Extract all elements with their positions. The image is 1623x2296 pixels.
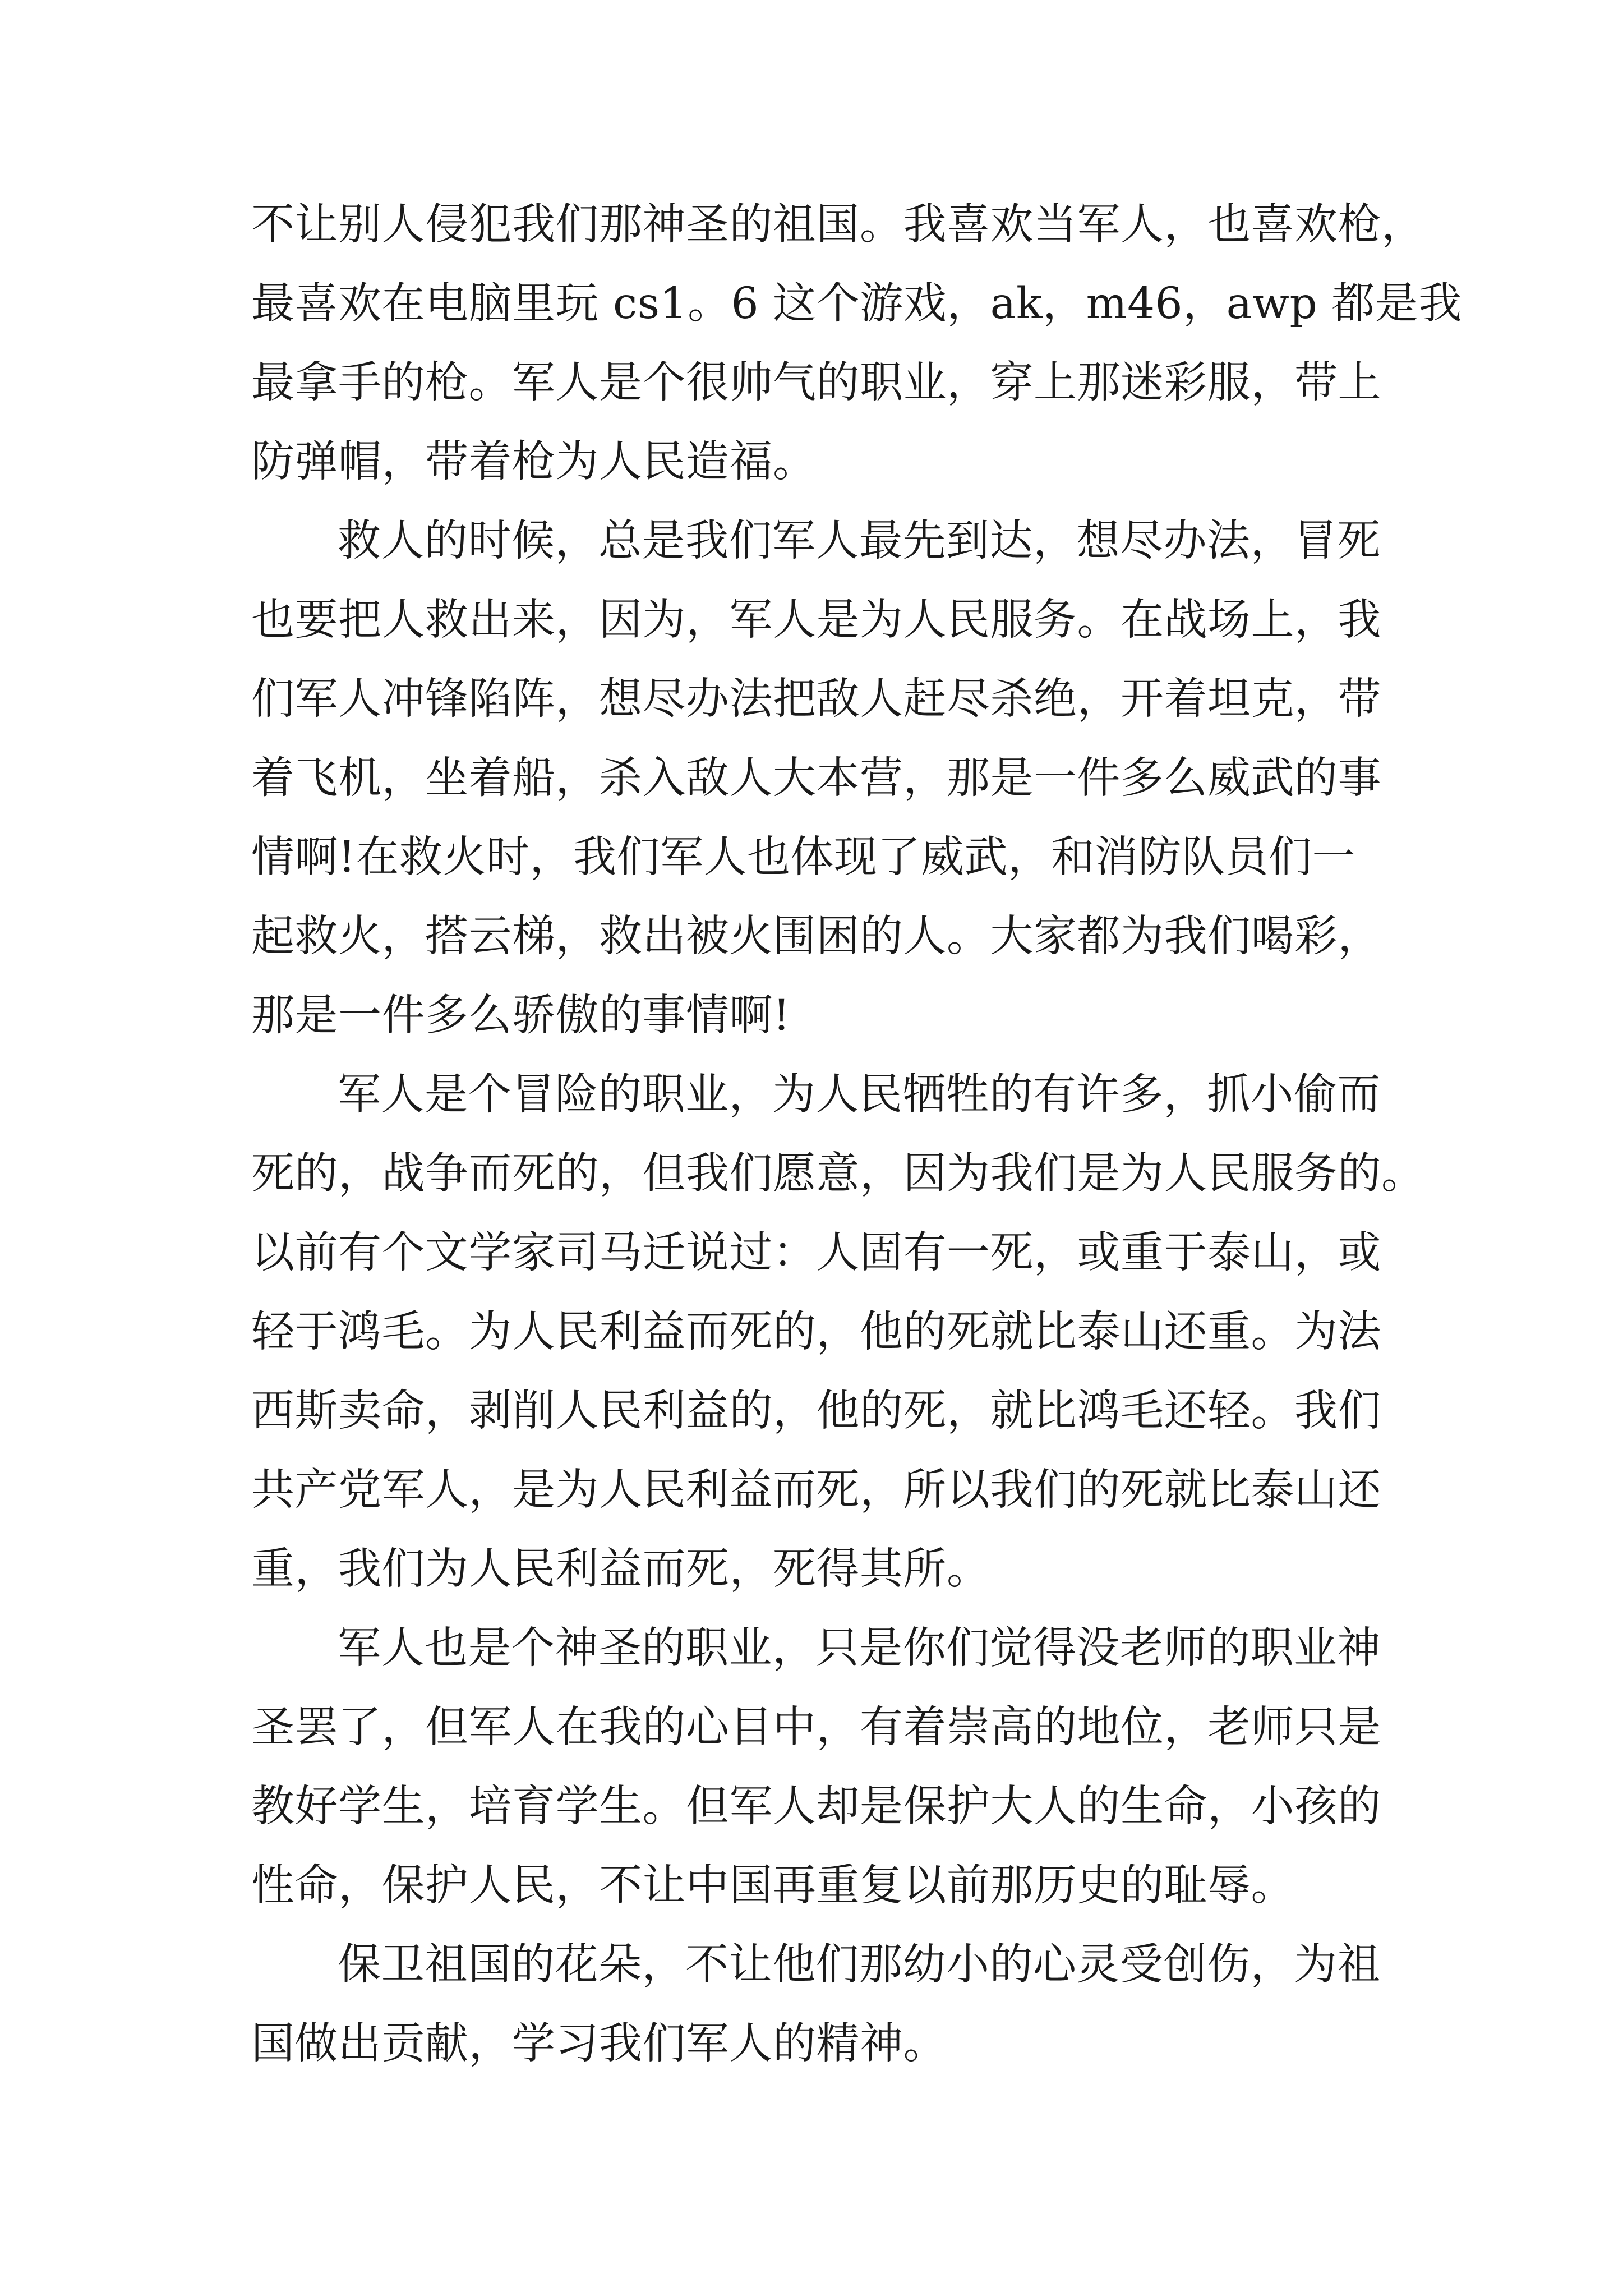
- text-line: 共产党军人，是为人民利益而死，所以我们的死就比泰山还: [251, 1465, 1381, 1515]
- text-line: 保卫祖国的花朵，不让他们那幼小的心灵受创伤，为祖: [338, 1940, 1381, 1990]
- text-line: 圣罢了，但军人在我的心目中，有着崇高的地位，老师只是: [251, 1703, 1381, 1752]
- text-line: 最喜欢在电脑里玩 cs1。6 这个游戏，ak，m46，awp 都是我: [251, 279, 1462, 329]
- text-line: 也要把人救出来，因为，军人是为人民服务。在战场上，我: [251, 595, 1381, 645]
- paragraph-4: [251, 1609, 1395, 1925]
- text-line: 轻于鸿毛。为人民利益而死的，他的死就比泰山还重。为法: [251, 1307, 1381, 1357]
- text-line: 不让别人侵犯我们那神圣的祖国。我喜欢当军人，也喜欢枪，: [251, 200, 1425, 250]
- text-line: 军人也是个神圣的职业，只是你们觉得没老师的职业神: [338, 1623, 1381, 1673]
- text-line: 救人的时候，总是我们军人最先到达，想尽办法，冒死: [338, 516, 1381, 566]
- paragraph-5: [251, 1925, 1395, 2083]
- document-body: [251, 185, 1462, 2083]
- text-line: 西斯卖命，剥削人民利益的，他的死，就比鸿毛还轻。我们: [251, 1386, 1381, 1436]
- text-line: 们军人冲锋陷阵，想尽办法把敌人赶尽杀绝，开着坦克，带: [251, 674, 1381, 724]
- text-line: 重，我们为人民利益而死，死得其所。: [251, 1544, 990, 1594]
- text-line: 国做出贡献，学习我们军人的精神。: [251, 2019, 947, 2069]
- text-line: 最拿手的枪。军人是个很帅气的职业，穿上那迷彩服，带上: [251, 358, 1381, 408]
- text-line: 性命，保护人民，不让中国再重复以前那历史的耻辱。: [251, 1861, 1294, 1911]
- text-line: 死的，战争而死的，但我们愿意，因为我们是为人民服务的。: [251, 1149, 1425, 1199]
- paragraph-3: [251, 1055, 1425, 1609]
- text-line: 以前有个文学家司马迁说过：人固有一死，或重于泰山，或: [251, 1228, 1381, 1278]
- text-line: 着飞机，坐着船，杀入敌人大本营，那是一件多么威武的事: [251, 753, 1381, 803]
- text-line: 教好学生，培育学生。但军人却是保护大人的生命，小孩的: [251, 1782, 1381, 1832]
- paragraph-2: [251, 501, 1395, 1055]
- text-line: 情啊!在救火时，我们军人也体现了威武，和消防队员们一: [251, 832, 1355, 882]
- text-line: 军人是个冒险的职业，为人民牺牲的有许多，抓小偷而: [338, 1070, 1381, 1120]
- paragraph-1: [251, 185, 1462, 501]
- text-line: 起救火，搭云梯，救出被火围困的人。大家都为我们喝彩，: [251, 912, 1381, 961]
- text-line: 防弹帽，带着枪为人民造福。: [251, 437, 817, 487]
- text-line: 那是一件多么骄傲的事情啊!: [251, 991, 791, 1041]
